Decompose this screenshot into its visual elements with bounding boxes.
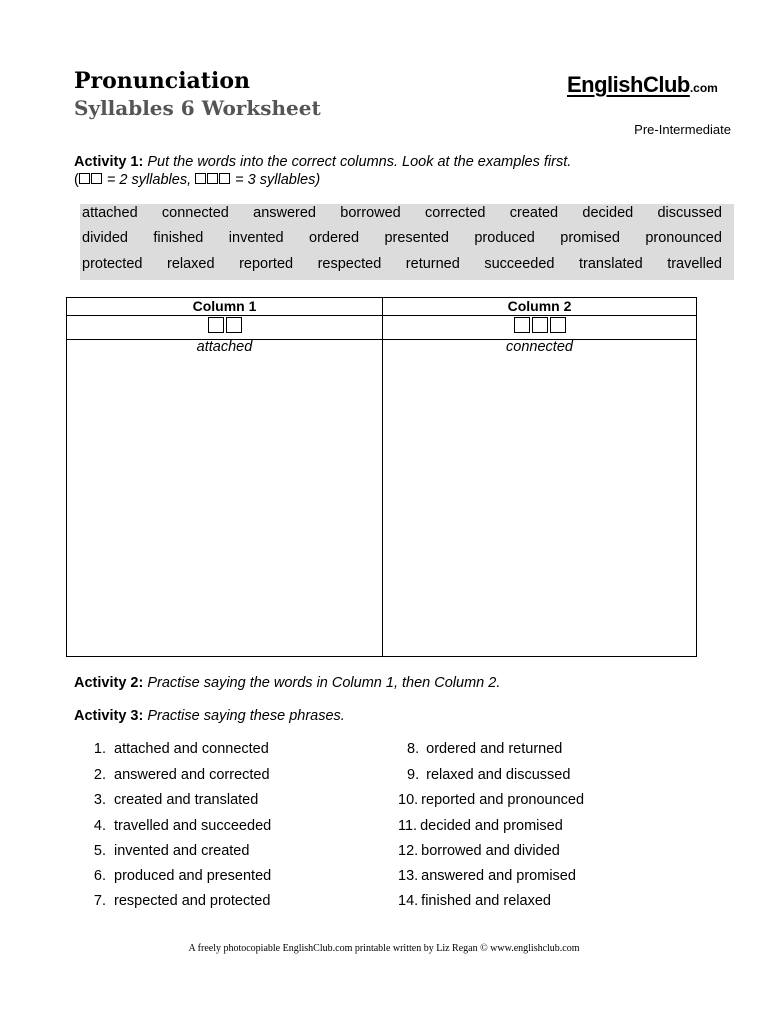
column2-syllable-boxes <box>382 317 697 338</box>
activity1-label: Activity 1: <box>74 154 144 170</box>
logo-main: EnglishClub <box>567 72 690 97</box>
syllable-box-icon <box>219 173 230 184</box>
word-item: attached <box>82 205 138 221</box>
phrase-text: attached and connected <box>114 741 269 757</box>
word-item: pronounced <box>645 230 722 246</box>
column2-example: connected <box>506 339 573 355</box>
phrase-item <box>398 767 570 783</box>
phrase-number: 9. <box>407 767 420 783</box>
key-open: ( <box>74 172 79 188</box>
syllable-box-icon <box>514 317 530 333</box>
phrase-number: 1. <box>93 741 106 757</box>
word-item: connected <box>161 205 229 221</box>
word-item: translated <box>578 256 643 272</box>
syllable-box-icon <box>195 173 206 184</box>
phrase-number: 8. <box>407 741 420 757</box>
phrase-text: ordered and returned <box>426 741 563 757</box>
word-item: created <box>509 205 559 221</box>
activity3-line <box>74 708 345 724</box>
word-item: respected <box>317 256 382 272</box>
syllable-key <box>74 172 320 188</box>
column1-header: Column 1 <box>192 298 257 314</box>
word-item: succeeded <box>484 256 555 272</box>
phrase-text: borrowed and divided <box>421 843 560 859</box>
key-two-syllables: = 2 syllables, <box>102 172 196 188</box>
word-item: promised <box>560 230 620 246</box>
phrase-item <box>398 843 560 859</box>
phrase-item <box>398 792 584 808</box>
syllable-box-icon <box>79 173 90 184</box>
syllable-box-icon <box>550 317 566 333</box>
logo-domain: .com <box>689 81 718 95</box>
word-item: divided <box>82 230 128 246</box>
phrase-item <box>80 767 270 783</box>
word-item: returned <box>405 256 460 272</box>
word-row <box>82 230 722 246</box>
phrase-item <box>398 893 551 909</box>
phrase-text: created and translated <box>114 792 259 808</box>
word-item: corrected <box>425 205 486 221</box>
word-item: ordered <box>309 230 360 246</box>
activity2-label: Activity 2: <box>74 675 144 691</box>
phrase-item <box>80 843 249 859</box>
footer-credit: A freely photocopiable EnglishClub.com printable written by Liz Regan © www.englishclub.com <box>188 943 580 954</box>
syllable-box-icon <box>208 317 224 333</box>
word-item: protected <box>82 256 143 272</box>
column1-example: attached <box>196 339 253 355</box>
phrase-number: 11. <box>398 818 418 834</box>
word-item: reported <box>239 256 294 272</box>
phrase-text: reported and pronounced <box>421 792 585 808</box>
phrase-item <box>398 868 576 884</box>
word-item: finished <box>153 230 204 246</box>
phrase-text: travelled and succeeded <box>114 818 272 834</box>
key-three-syllables: = 3 syllables) <box>231 172 321 188</box>
level-label: Pre-Intermediate <box>634 122 731 137</box>
phrase-number: 12. <box>398 843 419 859</box>
word-item: produced <box>474 230 535 246</box>
syllable-box-icon <box>532 317 548 333</box>
phrase-item <box>80 868 271 884</box>
word-row <box>82 205 722 221</box>
phrase-item <box>80 792 258 808</box>
word-item: answered <box>253 205 316 221</box>
phrase-number: 3. <box>93 792 106 808</box>
word-item: decided <box>582 205 634 221</box>
englishclub-logo <box>567 72 718 98</box>
column1-syllable-boxes <box>67 317 382 338</box>
phrase-item <box>398 741 562 757</box>
word-item: discussed <box>657 205 722 221</box>
activity1-line <box>74 154 571 170</box>
phrase-number: 14. <box>398 893 419 909</box>
phrase-text: respected and protected <box>114 893 271 909</box>
word-item: relaxed <box>166 256 215 272</box>
worksheet-title: Pronunciation <box>74 68 250 94</box>
phrase-number: 7. <box>93 893 106 909</box>
phrase-item <box>80 741 269 757</box>
word-item: borrowed <box>340 205 401 221</box>
activity2-instruction: Practise saying the words in Column 1, then Column 2. <box>147 675 501 691</box>
phrase-number: 13. <box>398 868 419 884</box>
phrase-text: decided and promised <box>420 818 563 834</box>
phrase-number: 10. <box>398 792 419 808</box>
phrase-text: answered and corrected <box>114 767 270 783</box>
column2-header: Column 2 <box>507 298 572 314</box>
phrase-item <box>80 818 271 834</box>
sorting-table <box>66 297 697 657</box>
activity3-label: Activity 3: <box>74 708 144 724</box>
phrase-number: 5. <box>93 843 106 859</box>
syllable-box-icon <box>91 173 102 184</box>
phrase-number: 6. <box>93 868 106 884</box>
worksheet-subtitle: Syllables 6 Worksheet <box>74 96 321 120</box>
syllable-box-icon <box>207 173 218 184</box>
activity1-instruction: Put the words into the correct columns. Look at the examples first. <box>147 154 572 170</box>
phrase-number: 2. <box>93 767 106 783</box>
word-row <box>82 256 722 272</box>
word-bank <box>80 204 734 280</box>
word-item: travelled <box>667 256 722 272</box>
word-item: presented <box>384 230 449 246</box>
phrase-text: relaxed and discussed <box>426 767 571 783</box>
phrase-text: produced and presented <box>114 868 272 884</box>
header-divider <box>67 315 696 316</box>
phrase-text: finished and relaxed <box>421 893 551 909</box>
phrase-item <box>80 893 270 909</box>
phrase-item <box>398 818 563 834</box>
phrase-text: invented and created <box>114 843 250 859</box>
phrase-number: 4. <box>93 818 106 834</box>
activity3-instruction: Practise saying these phrases. <box>147 708 345 724</box>
word-item: invented <box>228 230 284 246</box>
phrase-text: answered and promised <box>421 868 576 884</box>
syllable-box-icon <box>226 317 242 333</box>
activity2-line <box>74 675 500 691</box>
